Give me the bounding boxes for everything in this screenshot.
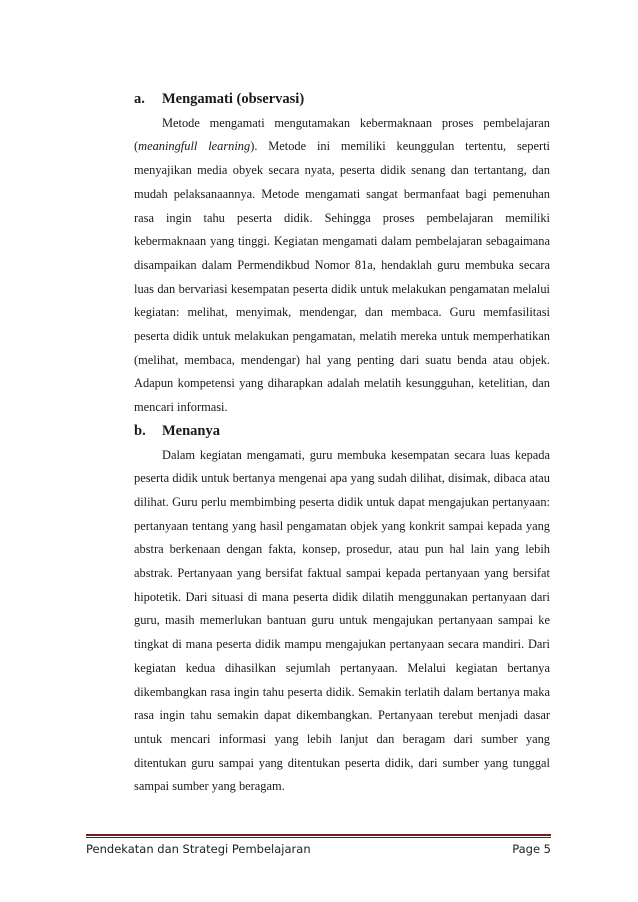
section-marker: a. [134,91,145,107]
section-marker: b. [134,422,146,439]
section-title: Mengamati (observasi) [162,91,305,107]
paragraph-menanya: Dalam kegiatan mengamati, guru membuka kesempatan secara luas kepada peserta didik untuk bertanya mengenai apa yang sudah dilihat, disimak, dibaca atau dilihat. Guru perlu membimbing peserta didik untuk dapat mengajukan pertanyaan: pertanyaan tentang yang hasil pengamatan objek yang konkrit sampai kepada yang abstra berkenaan dengan fakta, konsep, prosedur, atau pun hal lain yang lebih abstrak. Pertanyaan yang bersifat faktual sampai kepada pertanyaan yang bersifat hipotetik. Dari situasi di mana peserta didik dilatih menggunakan pertanyaan dari guru, masih memerlukan bantuan guru untuk mengajukan pertanyaan sampai ke tingkat di mana peserta didik mampu mengajukan pertanyaan secara mandiri. Dari kegiatan kedua dihasilkan sejumlah pertanyaan. Melalui kegiatan bertanya dikembangkan rasa ingin tahu peserta didik. Semakin terlatih dalam bertanya maka rasa ingin tahu semakin dapat dikembangkan. Pertanyaan terebut menjadi dasar untuk mencari informasi yang lebih lanjut dan beragam dari sumber yang ditentukan guru sampai yang ditentukan peserta didik, dari sumber yang tunggal sampai sumber yang beragam. [134,447,550,794]
page-number: Page 5 [512,842,551,856]
section-title: Menanya [162,422,220,439]
section-heading-mengamati [134,88,550,112]
footer-title: Pendekatan dan Strategi Pembelajaran [86,842,311,856]
footer-divider-black [86,837,551,838]
paragraph-mengamati [134,112,550,420]
paragraph-text: ). Metode ini memiliki keunggulan tertentu, seperti menyajikan media obyek secara nyata, peserta didik senang dan tertantang, dan mudah pelaksanaannya. Metode mengamati sangat bermanfaat bagi pemenuhan rasa ingin tahu peserta didik. Sehingga proses pembelajaran memiliki kebermaknaan yang tinggi. Kegiatan mengamati dalam pembelajaran sebagaimana disampaikan dalam Permendikbud Nomor 81a, hendaklah guru membuka secara luas dan bervariasi kesempatan peserta didik untuk melakukan pengamatan melalui kegiatan: melihat, menyimak, mendengar, dan membaca. Guru memfasilitasi peserta didik untuk melakukan pengamatan, melatih mereka untuk memperhatikan (melihat, membaca, mendengar) hal yang penting dari suatu benda atau objek. Adapun kompetensi yang diharapkan adalah melatih kesungguhan, ketelitian, dan mencari informasi. [134,139,550,415]
document-body [134,88,550,799]
section-heading-menanya [134,420,550,444]
italic-term: meaningfull learning [138,139,251,154]
paragraph-text: Metode mengamati mengutamakan kebermaknaan proses pembelajaran ( [134,115,550,154]
footer-divider-red [86,834,551,836]
